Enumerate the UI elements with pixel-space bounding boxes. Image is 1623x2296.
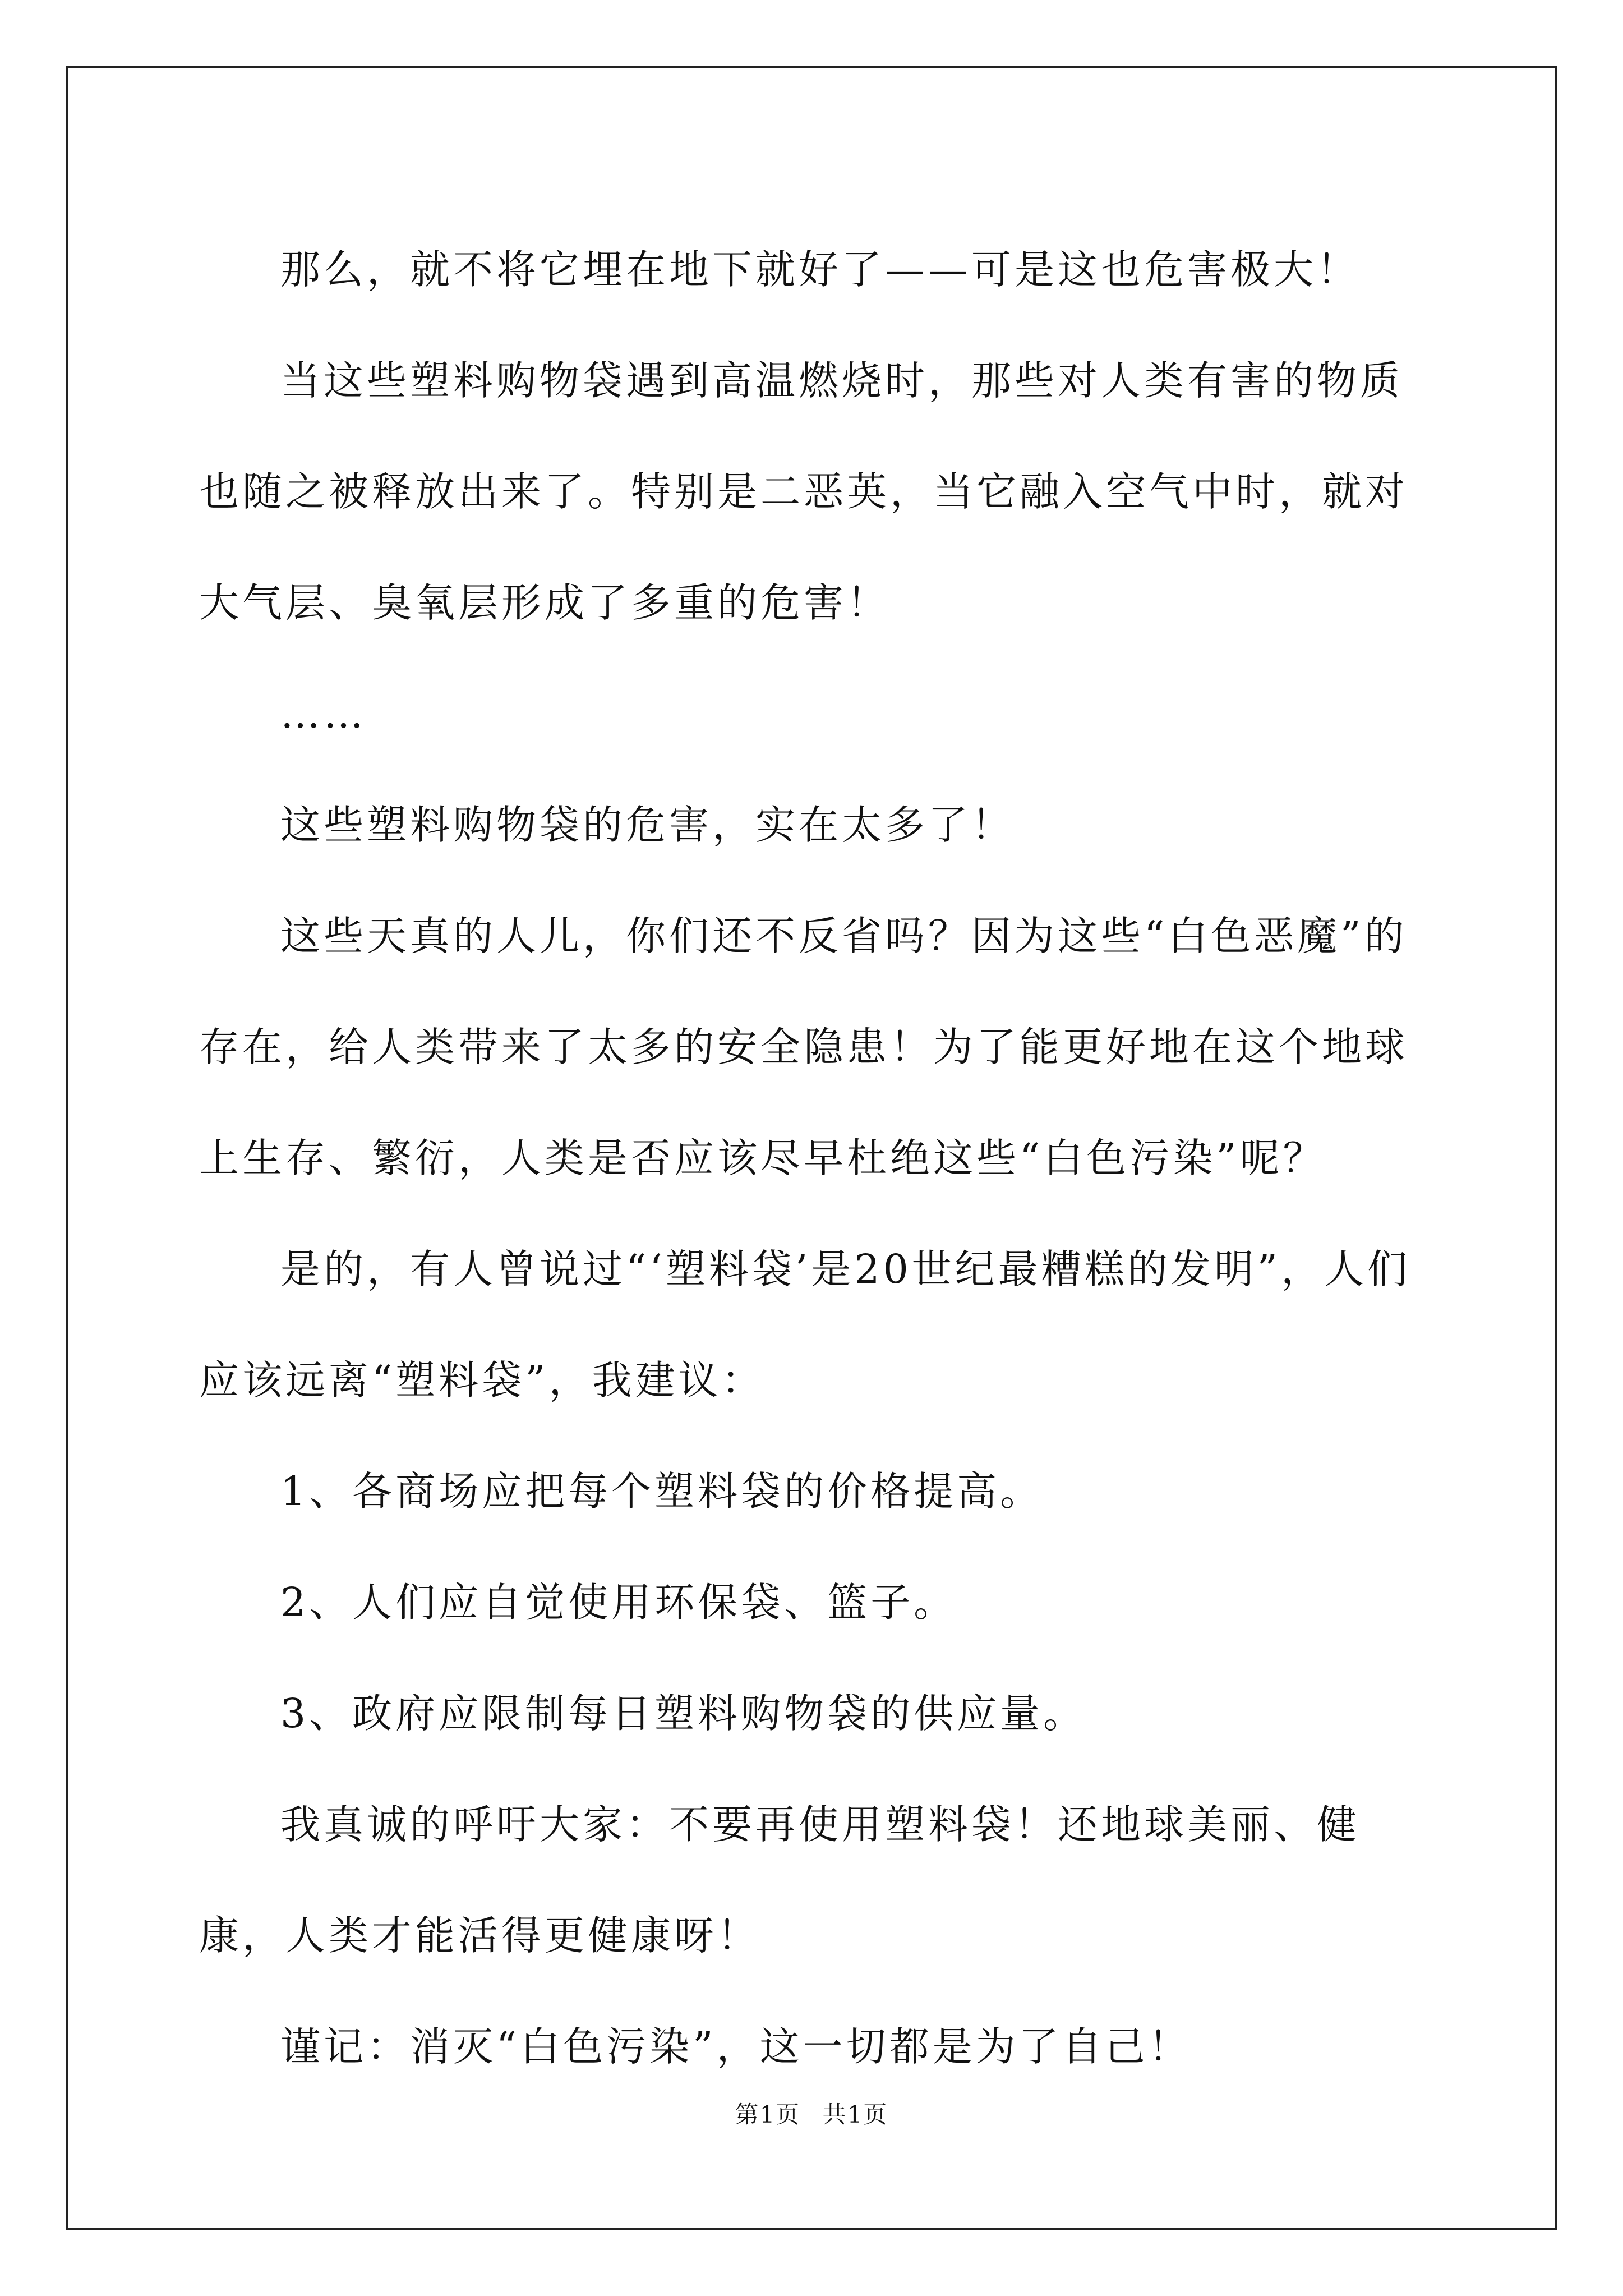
paragraph: 这些天真的人儿，你们还不反省吗？因为这些“白色恶魔”的存在，给人类带来了太多的安全隐患！为了能更好地在这个地球上生存、繁衍，人类是否应该尽早杜绝这些“白色污染”呢？ [199,913,1409,1181]
list-item: 2、人们应自觉使用环保袋、篮子。 [280,1579,957,1626]
document-body [199,214,1438,2102]
list-item: 3、政府应限制每日塑料购物袋的供应量。 [280,1690,1087,1737]
page-total: 共1页 [822,2101,888,2128]
paragraph: 是的，有人曾说过“‘塑料袋’是20世纪最糟糕的发明”，人们应该远离“塑料袋”，我建议： [199,1246,1411,1404]
paragraph: 我真诚的呼吁大家：不要再使用塑料袋！还地球美丽、健康，人类才能活得更健康呀！ [199,1801,1361,1959]
page-footer [0,2100,1623,2129]
paragraph: 当这些塑料购物袋遇到高温燃烧时，那些对人类有害的物质也随之被释放出来了。特别是二恶英，当它融入空气中时，就对大气层、臭氧层形成了多重的危害！ [199,357,1409,626]
list-item: 1、各商场应把每个塑料袋的价格提高。 [280,1468,1044,1515]
paragraph: 谨记：消灭“白色污染”，这一切都是为了自己！ [280,2023,1192,2070]
page-number: 第1页 [735,2101,801,2128]
paragraph: 那么，就不将它埋在地下就好了——可是这也危害极大！ [280,246,1361,293]
paragraph: 这些塑料购物袋的危害，实在太多了！ [280,802,1015,848]
paragraph: …… [280,691,367,737]
